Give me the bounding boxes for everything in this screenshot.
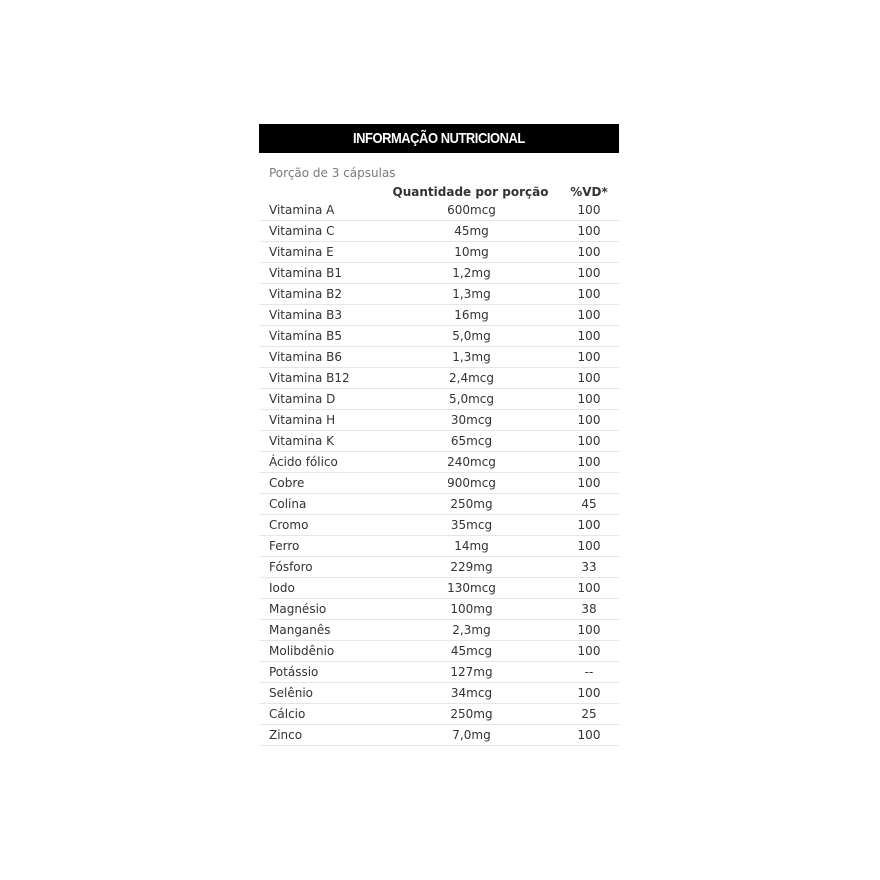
nutrient-vd: 45 [559,494,619,515]
nutrient-quantity: 35mcg [384,515,559,536]
nutrient-name: Vitamina K [259,431,384,452]
nutrient-name: Cromo [259,515,384,536]
nutrient-vd: 100 [559,452,619,473]
nutrient-vd: 100 [559,410,619,431]
nutrient-vd: 100 [559,200,619,221]
panel-title: INFORMAÇÃO NUTRICIONAL [353,130,525,147]
nutrient-quantity: 65mcg [384,431,559,452]
table-row [259,410,619,431]
nutrient-vd: 100 [559,431,619,452]
nutrient-vd: 100 [559,389,619,410]
table-row [259,221,619,242]
nutrient-name: Vitamina E [259,242,384,263]
nutrient-quantity: 130mcg [384,578,559,599]
nutrient-name: Vitamina B12 [259,368,384,389]
nutrient-quantity: 7,0mg [384,725,559,746]
table-row [259,347,619,368]
nutrition-panel [259,124,619,746]
nutrient-name: Vitamina H [259,410,384,431]
nutrient-name: Magnésio [259,599,384,620]
nutrient-quantity: 16mg [384,305,559,326]
table-row [259,578,619,599]
nutrient-name: Vitamina C [259,221,384,242]
nutrient-name: Colina [259,494,384,515]
nutrient-vd: 100 [559,641,619,662]
nutrient-vd: 100 [559,221,619,242]
table-row [259,305,619,326]
table-row [259,725,619,746]
table-row [259,326,619,347]
nutrient-name: Vitamina D [259,389,384,410]
nutrient-name: Vitamina B3 [259,305,384,326]
nutrient-quantity: 250mg [384,704,559,725]
header-nutrient [259,184,384,200]
nutrient-name: Iodo [259,578,384,599]
table-row [259,452,619,473]
nutrient-quantity: 45mg [384,221,559,242]
nutrient-quantity: 1,2mg [384,263,559,284]
nutrient-name: Vitamina B5 [259,326,384,347]
nutrient-name: Zinco [259,725,384,746]
nutrient-vd: 100 [559,347,619,368]
title-bar [259,124,619,153]
table-row [259,599,619,620]
nutrient-quantity: 250mg [384,494,559,515]
table-row [259,431,619,452]
nutrient-vd: 100 [559,263,619,284]
nutrient-name: Potássio [259,662,384,683]
table-row [259,515,619,536]
nutrient-vd: 33 [559,557,619,578]
nutrient-name: Selênio [259,683,384,704]
nutrient-quantity: 600mcg [384,200,559,221]
nutrient-vd: 100 [559,725,619,746]
nutrient-name: Vitamina B2 [259,284,384,305]
nutrient-name: Cálcio [259,704,384,725]
table-row [259,704,619,725]
nutrient-quantity: 2,4mcg [384,368,559,389]
nutrient-vd: 100 [559,620,619,641]
nutrient-name: Vitamina B1 [259,263,384,284]
nutrient-vd: 100 [559,473,619,494]
nutrient-quantity: 5,0mg [384,326,559,347]
nutrient-vd: 100 [559,683,619,704]
table-header-row [259,184,619,200]
nutrient-quantity: 34mcg [384,683,559,704]
table-row [259,662,619,683]
nutrient-quantity: 14mg [384,536,559,557]
table-row [259,263,619,284]
header-quantity: Quantidade por porção [392,185,549,199]
nutrition-table [259,184,619,746]
nutrient-vd: 100 [559,578,619,599]
table-body [259,200,619,746]
nutrient-vd: 100 [559,284,619,305]
nutrient-name: Ácido fólico [259,452,384,473]
header-vd: %VD* [570,185,608,199]
nutrient-quantity: 1,3mg [384,284,559,305]
table-row [259,494,619,515]
table-row [259,284,619,305]
nutrient-quantity: 229mg [384,557,559,578]
table-row [259,536,619,557]
nutrient-vd: 100 [559,515,619,536]
nutrient-vd: 100 [559,242,619,263]
nutrient-quantity: 100mg [384,599,559,620]
nutrient-quantity: 240mcg [384,452,559,473]
nutrient-name: Vitamina B6 [259,347,384,368]
table-row [259,242,619,263]
nutrient-name: Ferro [259,536,384,557]
nutrient-quantity: 45mcg [384,641,559,662]
nutrient-quantity: 10mg [384,242,559,263]
nutrient-quantity: 30mcg [384,410,559,431]
nutrient-vd: 100 [559,305,619,326]
nutrient-vd: 100 [559,368,619,389]
nutrient-vd: 100 [559,326,619,347]
nutrient-quantity: 127mg [384,662,559,683]
nutrient-quantity: 1,3mg [384,347,559,368]
nutrient-name: Manganês [259,620,384,641]
nutrient-name: Molibdênio [259,641,384,662]
table-row [259,368,619,389]
table-row [259,473,619,494]
nutrient-quantity: 5,0mcg [384,389,559,410]
nutrient-quantity: 900mcg [384,473,559,494]
nutrient-vd: 38 [559,599,619,620]
serving-size: Porção de 3 cápsulas [269,166,396,180]
nutrient-vd: 100 [559,536,619,557]
nutrient-quantity: 2,3mg [384,620,559,641]
nutrient-name: Fósforo [259,557,384,578]
nutrient-vd: 25 [559,704,619,725]
table-row [259,200,619,221]
table-row [259,389,619,410]
table-row [259,557,619,578]
nutrient-vd: -- [559,662,619,683]
nutrient-name: Cobre [259,473,384,494]
table-row [259,641,619,662]
nutrient-name: Vitamina A [259,200,384,221]
table-row [259,620,619,641]
table-row [259,683,619,704]
